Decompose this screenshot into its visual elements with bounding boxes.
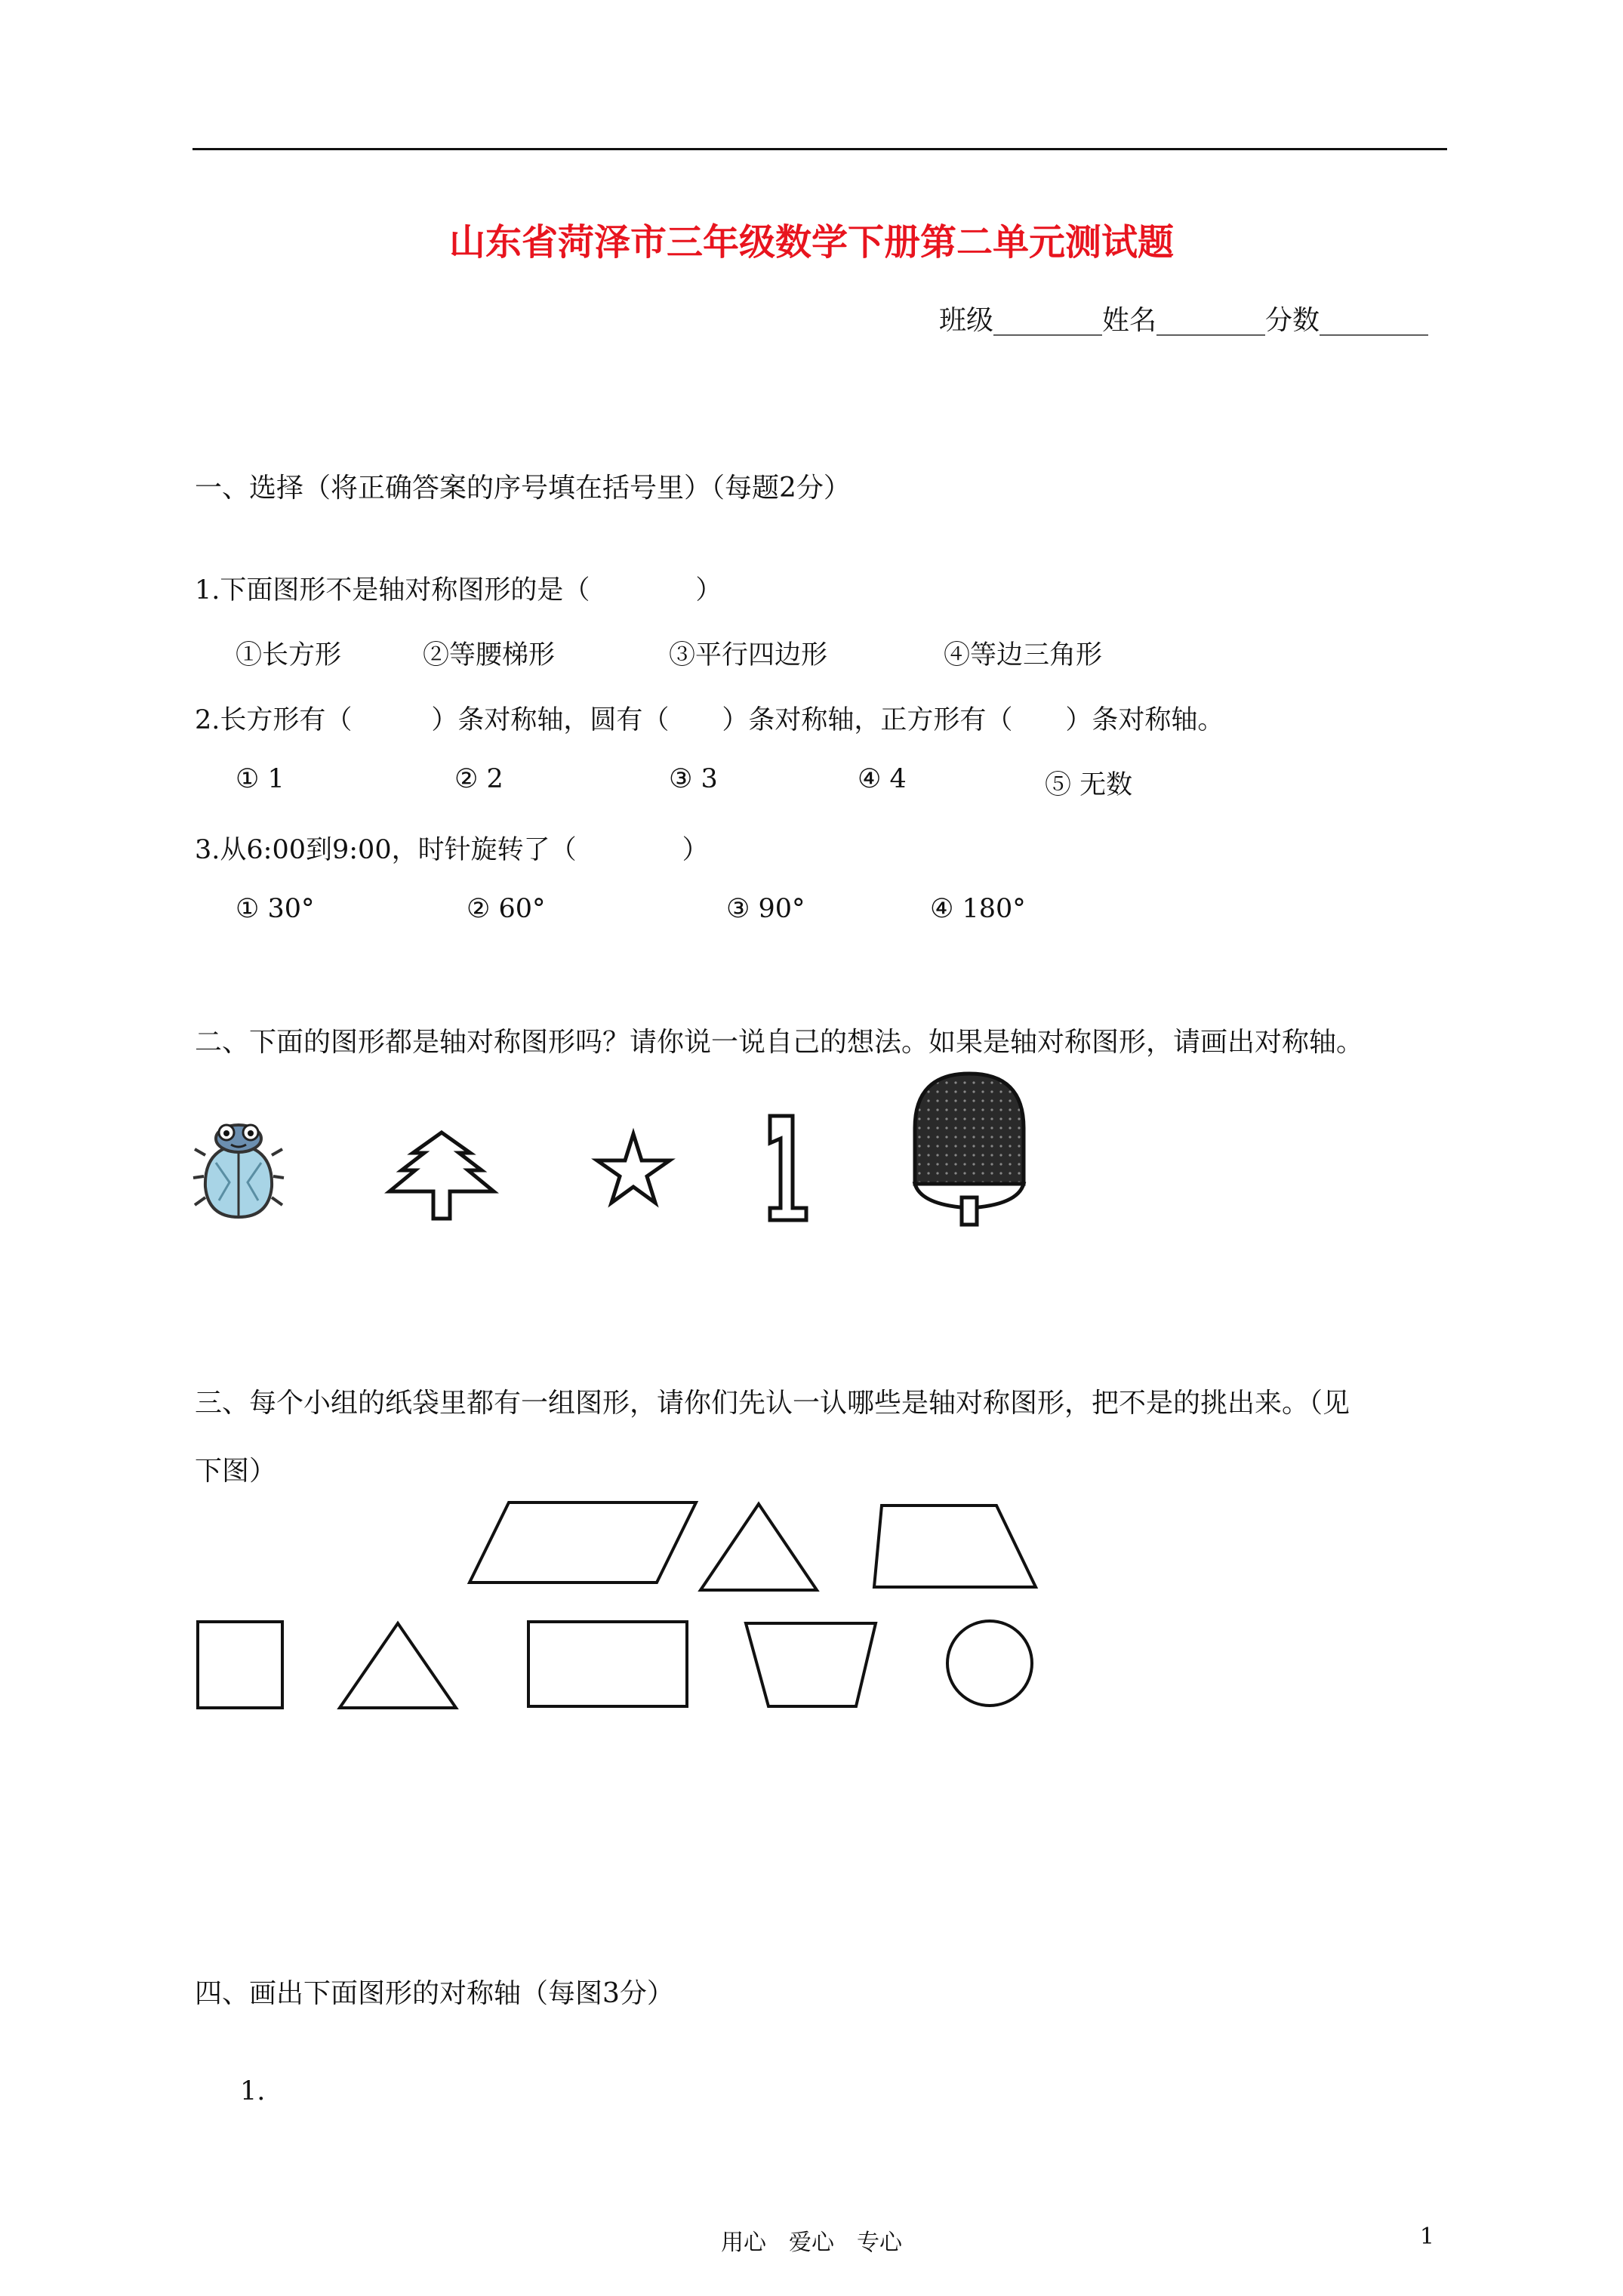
footer-motto: 用心 爱心 专心 <box>721 2230 902 2256</box>
q2-option-1: ① 1 <box>236 764 285 794</box>
star-icon <box>597 1134 670 1203</box>
q1-option-3: ③平行四边形 <box>669 640 828 670</box>
square-shape <box>198 1622 282 1708</box>
question-2: 2.长方形有（ ）条对称轴，圆有（ ）条对称轴，正方形有（ ）条对称轴。 <box>195 705 1224 735</box>
student-info-line: 班级________姓名________分数________ <box>938 305 1428 336</box>
parallelogram-shape <box>470 1502 696 1583</box>
tree-icon <box>390 1133 494 1219</box>
section4-heading: 四、画出下面图形的对称轴（每图3分） <box>195 1978 674 2009</box>
rectangle-shape <box>528 1622 687 1706</box>
section2-heading: 二、下面的图形都是轴对称图形吗？请你说一说自己的想法。如果是轴对称图形，请画出对称轴。 <box>195 1027 1364 1058</box>
beetle-icon <box>193 1125 284 1217</box>
paddle-icon <box>915 1074 1024 1225</box>
q2-option-2: ② 2 <box>454 764 504 794</box>
q1-option-1: ①长方形 <box>236 640 342 670</box>
question-1: 1.下面图形不是轴对称图形的是（ ） <box>195 575 722 606</box>
page-number: 1 <box>1419 2224 1434 2250</box>
q3-option-2: ② 60° <box>467 894 546 924</box>
q3-option-3: ③ 90° <box>726 894 805 924</box>
q3-option-1: ① 30° <box>236 894 315 924</box>
q3-option-4: ④ 180° <box>930 894 1026 924</box>
q2-option-3: ③ 3 <box>669 764 718 794</box>
section3-heading-line1: 三、每个小组的纸袋里都有一组图形，请你们先认一认哪些是轴对称图形，把不是的挑出来。（见 <box>195 1388 1350 1419</box>
section1-heading: 一、选择（将正确答案的序号填在括号里）（每题2分） <box>195 473 851 504</box>
q2-option-5: ⑤ 无数 <box>1045 770 1133 800</box>
triangle-shape-bottom <box>340 1623 456 1708</box>
q1-option-2: ②等腰梯形 <box>423 640 556 670</box>
page-title: 山东省菏泽市三年级数学下册第二单元测试题 <box>448 221 1174 264</box>
right-trapezoid-shape <box>874 1505 1036 1587</box>
section4-item-1: 1. <box>240 2076 266 2106</box>
q1-option-4: ④等边三角形 <box>944 640 1103 670</box>
digit-one-icon <box>770 1116 806 1220</box>
inverted-trapezoid-shape <box>746 1623 876 1706</box>
section3-heading-line2: 下图） <box>195 1456 277 1487</box>
question-3: 3.从6:00到9:00，时针旋转了（ ） <box>195 835 709 865</box>
triangle-shape-top <box>701 1504 817 1590</box>
q2-option-4: ④ 4 <box>858 764 907 794</box>
circle-shape <box>947 1621 1032 1706</box>
